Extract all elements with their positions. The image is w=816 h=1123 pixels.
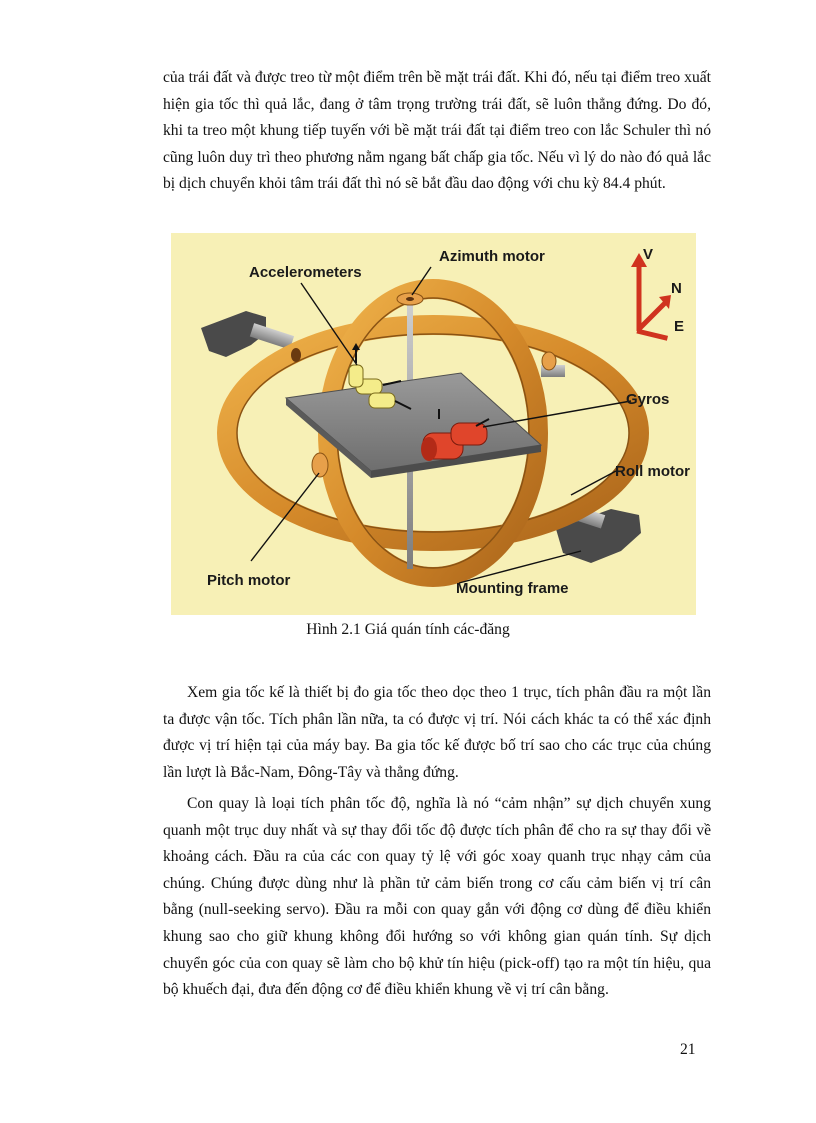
pitch-motor-body [312, 453, 328, 477]
inertial-gimbal-figure [171, 233, 696, 615]
paragraph-intro: của trái đất và được treo từ một điểm trên bề mặt trái đất. Khi đó, nếu tại điểm treo xuất hiện gia tốc thì quả lắc, đang ở tâm trọng trường trái đất, sẽ luôn thẳng đứng. Do đó, khi ta treo một khung tiếp tuyến với bề mặt trái đất tại điểm treo con lắc Schuler thì nó cũng luôn duy trì theo phương nằm ngang bất chấp gia tốc. Nếu vì lý do nào đó quả lắc bị dịch chuyển khỏi tâm trái đất thì nó sẽ bắt đầu dao động với chu kỳ 84.4 phút. [163, 69, 711, 193]
accelerometer-2 [369, 393, 395, 408]
page-number: 21 [680, 1041, 696, 1058]
axis-label-e: E [674, 318, 685, 335]
label-accelerometers: Accelerometers [249, 264, 362, 281]
gyro-end [421, 437, 437, 461]
roll-motor-body [542, 352, 556, 370]
label-azimuth-motor: Azimuth motor [439, 248, 545, 265]
label-pitch-motor: Pitch motor [207, 572, 291, 589]
label-mounting-frame: Mounting frame [456, 580, 569, 597]
paragraph-gyroscope: Con quay là loại tích phân tốc độ, nghĩa là nó “cảm nhận” sự dịch chuyển xung quanh một trục duy nhất và sự thay đổi tốc độ được tích phân để cho ra sự thay đổi về khoảng cách. Đầu ra của các con quay tỷ lệ với góc xoay quanh trục nhạy cảm của chúng. Chúng được dùng như là phần tử cảm biến trong cơ cấu cảm biến vị trí cân bằng (null-seeking servo). Đầu ra mỗi con quay gắn với động cơ dùng để điều khiển khung sao cho giữ khung không đổi hướng so với không gian quán tính. Sự dịch chuyển góc của con quay sẽ làm cho bộ khử tín hiệu (pick-off) tạo ra một tín hiệu, qua bộ khuếch đại, đưa đến động cơ để điều khiển khung về vị trí cân bằng. [163, 795, 711, 999]
axis-label-n: N [671, 280, 682, 297]
label-gyros: Gyros [626, 391, 670, 408]
ring-hole [291, 348, 301, 362]
accelerometer-3 [349, 365, 363, 387]
paragraph-accelerometer: Xem gia tốc kế là thiết bị đo gia tốc theo dọc theo 1 trục, tích phân đầu ra một lần ta được vận tốc. Tích phân lần nữa, ta có được vị trí. Nói cách khác ta có thể xác định được vị trí hiện tại của máy bay. Ba gia tốc kế được bố trí sao cho các trục của chúng lần lượt là Bắc-Nam, Đông-Tây và thẳng đứng. [163, 684, 711, 781]
axis-label-v: V [643, 246, 654, 263]
gyro-2 [451, 423, 487, 445]
figure-caption: Hình 2.1 Giá quán tính các-đăng [306, 621, 510, 638]
label-roll-motor: Roll motor [615, 463, 690, 480]
azimuth-motor-hole [406, 297, 414, 301]
